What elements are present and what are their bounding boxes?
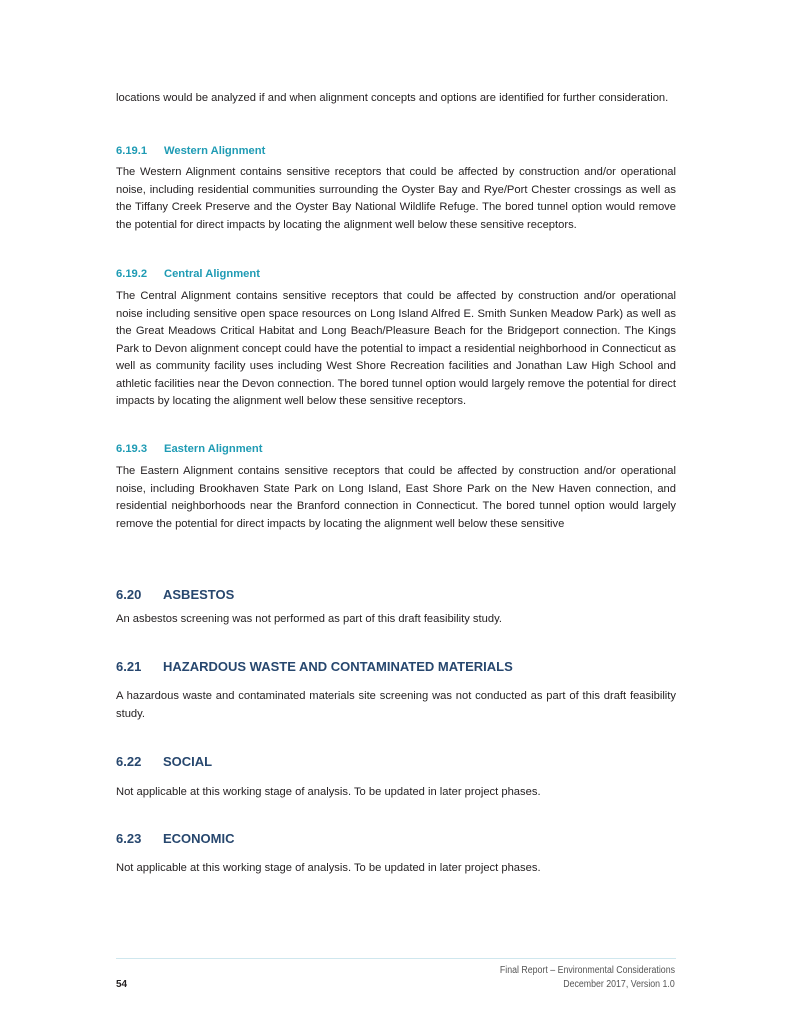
section-paragraph-social: Not applicable at this working stage of analysis. To be updated in later project phases.: [116, 786, 541, 798]
section-title: HAZARDOUS WASTE AND CONTAMINATED MATERIALS: [163, 659, 513, 674]
footer-divider: [116, 958, 676, 959]
subsection-title: Western Alignment: [164, 145, 266, 157]
section-title: ECONOMIC: [163, 831, 235, 846]
subsection-title: Central Alignment: [164, 268, 260, 280]
section-number: 6.20: [116, 587, 142, 602]
subsection-title: Eastern Alignment: [164, 443, 263, 455]
section-number: 6.21: [116, 659, 142, 674]
section-paragraph-hazardous: A hazardous waste and contaminated materials site screening was not conducted as part of this draft feasibility study.: [116, 690, 676, 720]
section-number: 6.23: [116, 831, 142, 846]
subsection-heading-eastern: [116, 442, 262, 456]
footer-date-version: December 2017, Version 1.0: [563, 979, 675, 990]
section-heading-social: [116, 754, 212, 770]
section-heading-economic: [116, 831, 235, 847]
intro-paragraph: locations would be analyzed if and when alignment concepts and options are identified for further consideration.: [116, 92, 669, 104]
footer-report-title: Final Report – Environmental Considerations: [499, 965, 675, 976]
subsection-paragraph-western: The Western Alignment contains sensitive receptors that could be affected by construction and/or operational noise, including residential communities surrounding the Oyster Bay and Rye/Port Chester crossings as well as the Tiffany Creek Preserve and the Oyster Bay National Wildlife Refuge. The bored tunnel option would remove the potential for direct impacts by locating the alignment well below these sensitive receptors.: [116, 166, 676, 231]
subsection-number: 6.19.2: [116, 268, 148, 280]
subsection-heading-central: [116, 267, 260, 281]
subsection-number: 6.19.3: [116, 443, 148, 455]
section-paragraph-economic: Not applicable at this working stage of analysis. To be updated in later project phases.: [116, 862, 541, 874]
section-heading-asbestos: [116, 587, 234, 603]
section-paragraph-asbestos: An asbestos screening was not performed as part of this draft feasibility study.: [116, 613, 502, 625]
subsection-paragraph-central: The Central Alignment contains sensitive receptors that could be affected by construction and/or operational noise including sensitive open space resources on Long Island Alfred E. Smith Sunken Meadow Park) as well as the Great Meadows Critical Habitat and Long Beach/Pleasure Beach for the Bridgeport connection. The Kings Park to Devon alignment concept could have the potential to impact a residential neighborhood in Connecticut as well as community facility uses including West Shore Recreation facilities and Jonathan Law High School and athletic facilities near the Devon connection. The bored tunnel option would largely remove the potential for direct impacts by locating the alignment well below these sensitive receptors.: [116, 290, 676, 407]
subsection-paragraph-eastern: The Eastern Alignment contains sensitive receptors that could be affected by construction and/or operational noise, including Brookhaven State Park on Long Island, East Shore Park on the New Haven connection, and residential neighborhoods near the Branford connection in Connecticut. The bored tunnel option would largely remove the potential for direct impacts by locating the alignment well below these sensitive: [116, 465, 676, 530]
section-title: ASBESTOS: [163, 587, 235, 602]
subsection-number: 6.19.1: [116, 145, 148, 157]
page-number: 54: [116, 979, 128, 990]
subsection-heading-western: [116, 144, 265, 158]
section-heading-hazardous: [116, 659, 513, 675]
section-number: 6.22: [116, 754, 142, 769]
section-title: SOCIAL: [163, 754, 213, 769]
